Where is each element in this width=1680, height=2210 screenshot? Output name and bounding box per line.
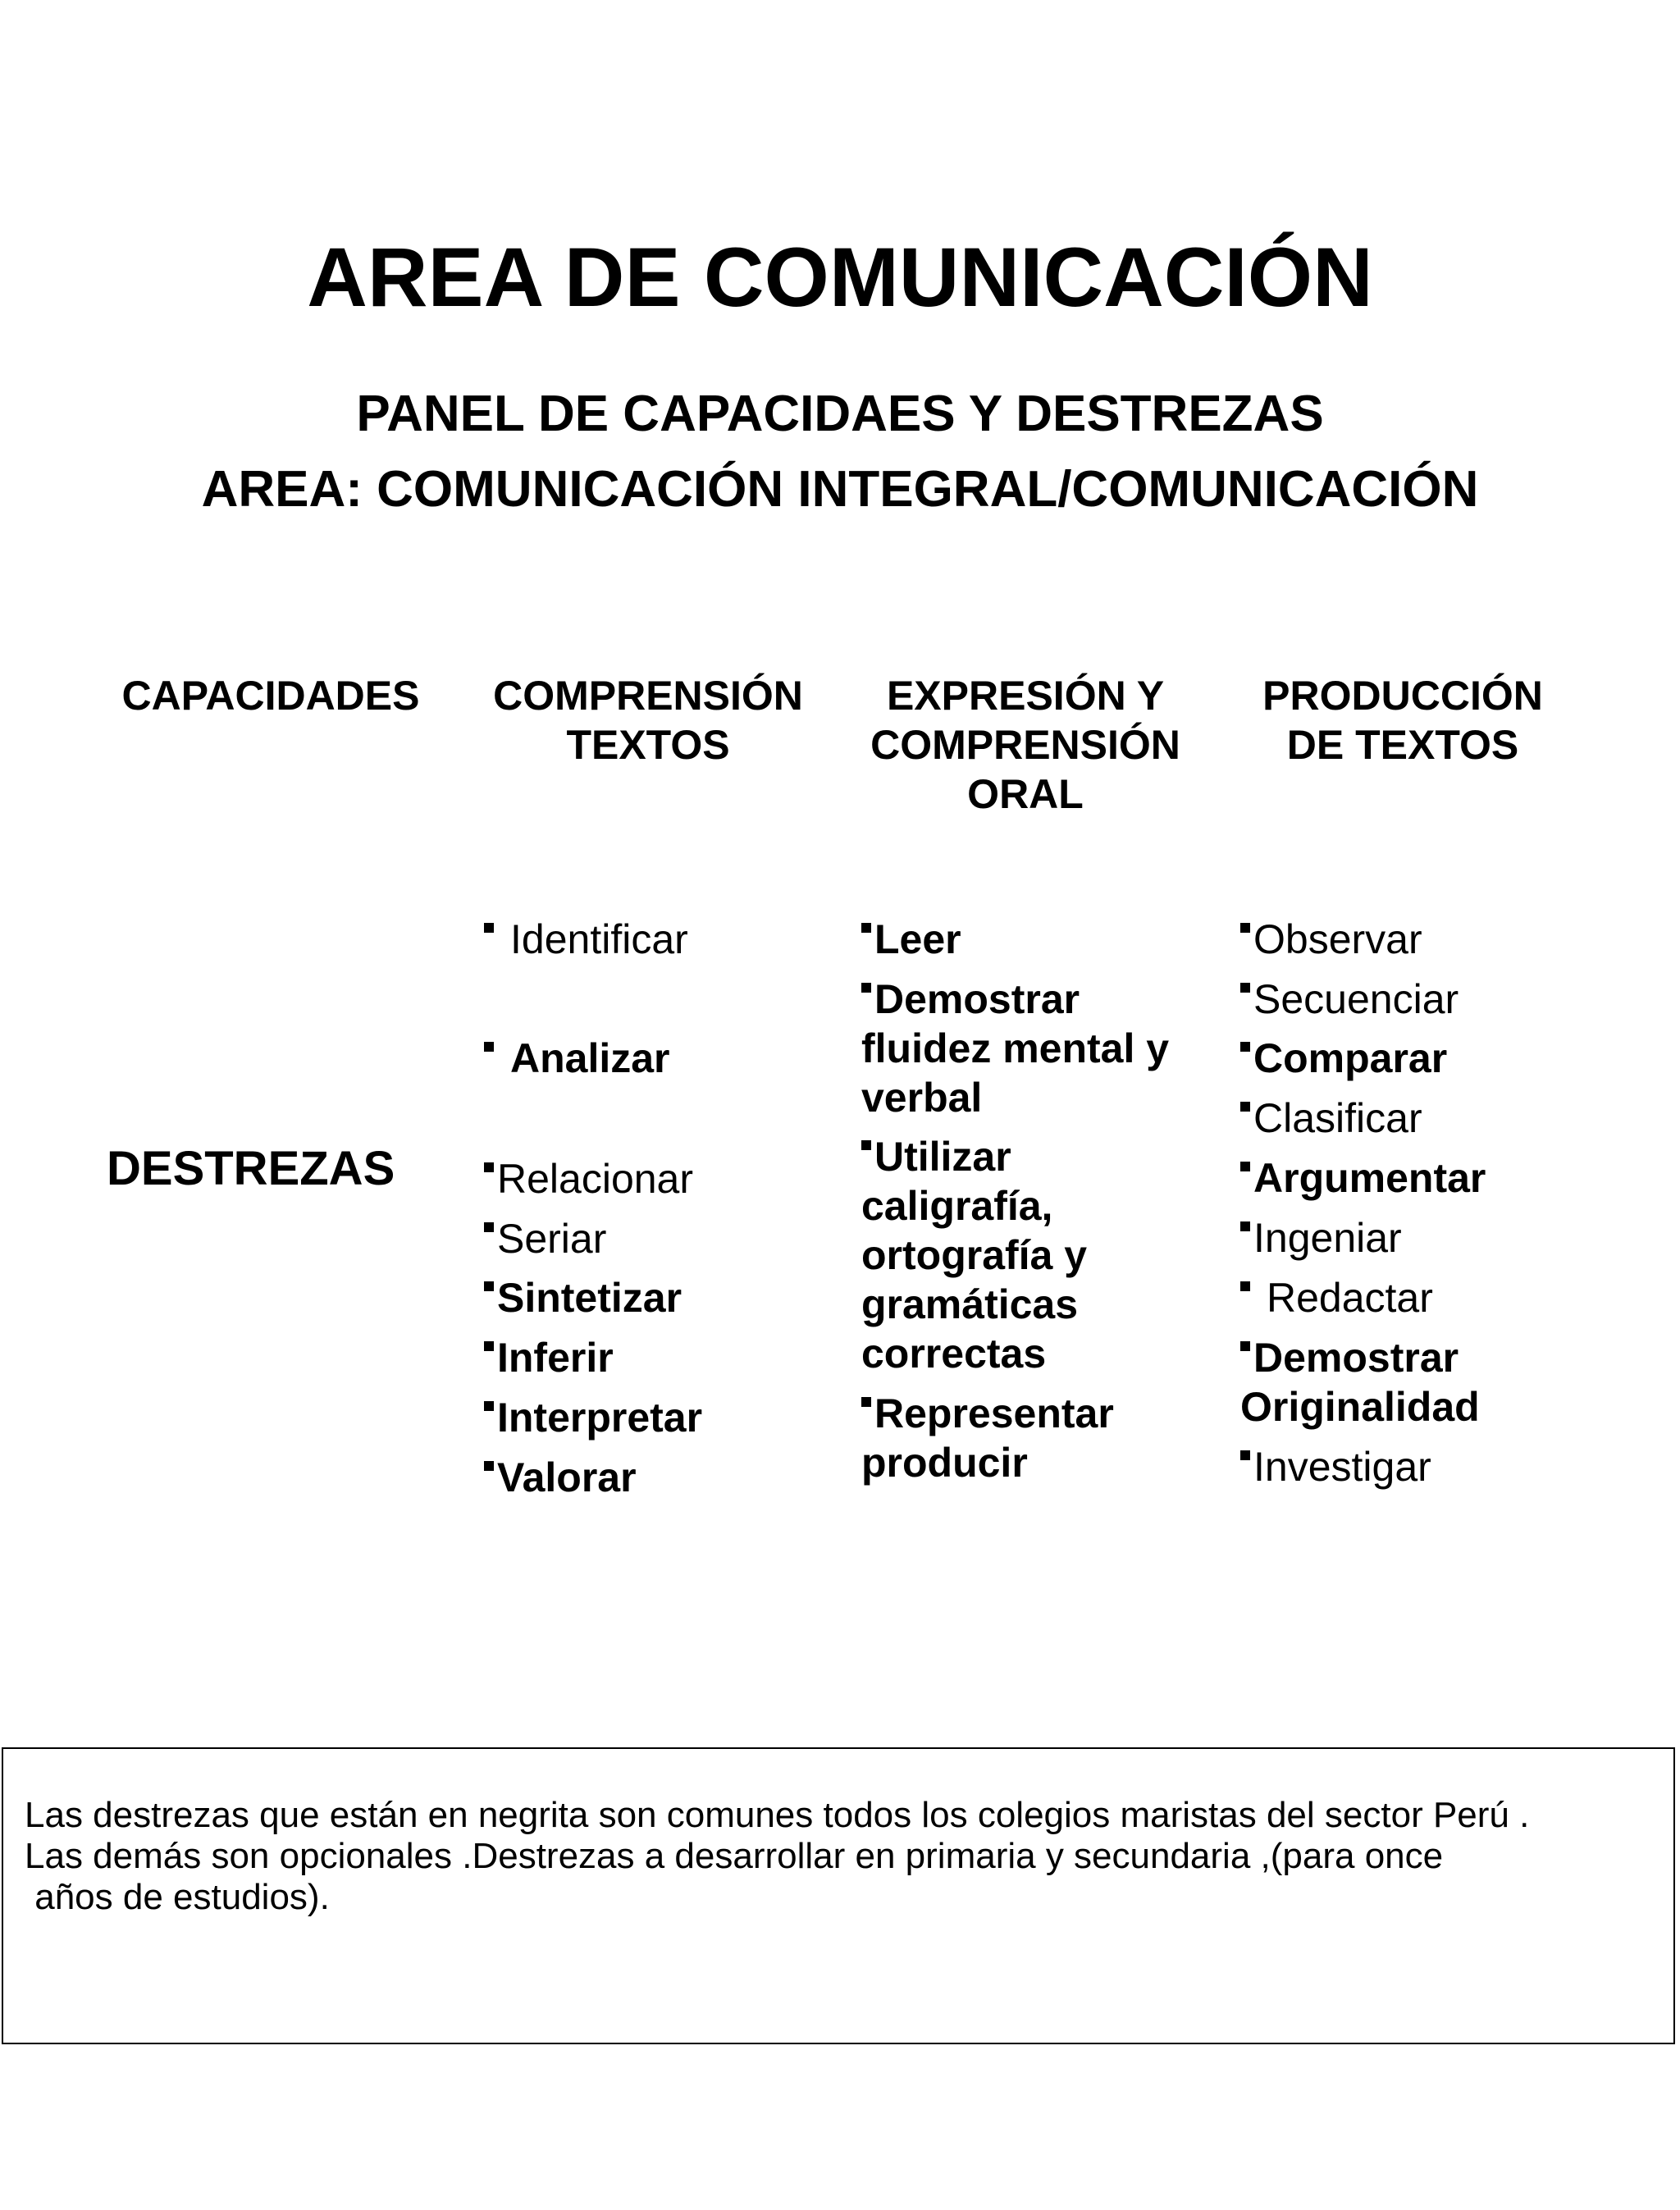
list-item: Argumentar: [1240, 1153, 1486, 1203]
column-header-expresion: [853, 671, 1198, 819]
header-line: COMPRENSIÓN: [493, 673, 803, 719]
list-item-continuation: correctas: [861, 1331, 1047, 1377]
list-item: Representar: [861, 1389, 1114, 1438]
bullet-icon: [1240, 1281, 1250, 1291]
list-item: Investigar: [1240, 1442, 1431, 1491]
bullet-icon: [484, 923, 494, 933]
bullet-icon: [1240, 1042, 1250, 1052]
bullet-icon: [1240, 1102, 1250, 1112]
list-item: Valorar: [484, 1453, 637, 1502]
header-line: EXPRESIÓN Y: [886, 673, 1165, 719]
header-line: PRODUCCIÓN: [1262, 673, 1543, 719]
bullet-icon: [484, 1401, 494, 1411]
note-text: [25, 1795, 1657, 1918]
bullet-icon: [484, 1162, 494, 1172]
note-line: años de estudios).: [25, 1877, 330, 1917]
bullet-icon: [861, 923, 871, 933]
list-item: Comparar: [1240, 1034, 1447, 1083]
column-header-produccion: [1230, 671, 1575, 769]
page-title: AREA DE COMUNICACIÓN: [307, 231, 1373, 324]
list-item-continuation: fluidez mental y: [861, 1025, 1170, 1071]
list-item-continuation: verbal: [861, 1075, 983, 1121]
bullet-icon: [484, 1341, 494, 1351]
list-item: Ingeniar: [1240, 1213, 1402, 1263]
list-item: Demostrar: [861, 975, 1080, 1024]
bullet-icon: [484, 1461, 494, 1471]
list-item: Relacionar: [484, 1154, 693, 1203]
bullet-icon: [1240, 1341, 1250, 1351]
list-item: Seriar: [484, 1214, 606, 1263]
bullet-icon: [484, 1281, 494, 1291]
list-item: Observar: [1240, 915, 1422, 964]
header-line: COMPRENSIÓN: [870, 722, 1180, 768]
bullet-icon: [861, 1140, 871, 1150]
list-item: Interpretar: [484, 1393, 702, 1442]
list-item: Leer: [861, 915, 961, 964]
panel-subtitle: PANEL DE CAPACIDAES Y DESTREZAS: [356, 386, 1324, 442]
list-item: Secuenciar: [1240, 975, 1459, 1024]
header-line: ORAL: [967, 771, 1084, 817]
list-item: Identificar: [484, 915, 688, 964]
column-header-comprension: [476, 671, 820, 769]
list-item: Clasificar: [1240, 1094, 1422, 1143]
bullet-icon: [1240, 983, 1250, 993]
capacidades-header: [107, 671, 435, 720]
note-line: Las demás son opcionales .Destrezas a desarrollar en primaria y secundaria ,(para once: [25, 1836, 1444, 1876]
bullet-icon: [484, 1222, 494, 1232]
list-item-continuation: gramáticas: [861, 1281, 1079, 1327]
list-item: Demostrar: [1240, 1333, 1459, 1382]
bullet-icon: [1240, 1221, 1250, 1231]
list-item: Inferir: [484, 1333, 614, 1382]
bullet-icon: [484, 1042, 494, 1052]
bullet-icon: [861, 1397, 871, 1407]
bullet-icon: [1240, 1162, 1250, 1171]
list-item-continuation: ortografía y: [861, 1232, 1088, 1278]
list-item: Utilizar: [861, 1132, 1011, 1181]
header-line: DE TEXTOS: [1286, 722, 1519, 768]
list-item: Redactar: [1240, 1273, 1433, 1322]
header-line: TEXTOS: [566, 722, 730, 768]
area-subtitle: AREA: COMUNICACIÓN INTEGRAL/COMUNICACIÓN: [201, 461, 1479, 518]
destrezas-label: DESTREZAS: [107, 1142, 395, 1195]
list-item-continuation: caligrafía,: [861, 1183, 1053, 1229]
list-item-continuation: producir: [861, 1440, 1028, 1486]
list-item: Analizar: [484, 1034, 670, 1083]
bullet-icon: [861, 983, 871, 993]
bullet-icon: [1240, 923, 1250, 933]
note-line: Las destrezas que están en negrita son comunes todos los colegios maristas del sector Perú .: [25, 1795, 1530, 1835]
note-box: [2, 1747, 1675, 2044]
list-item: Sintetizar: [484, 1273, 682, 1322]
bullet-icon: [1240, 1450, 1250, 1460]
capacidades-label: CAPACIDADES: [121, 673, 420, 719]
list-item-continuation: Originalidad: [1240, 1384, 1480, 1430]
